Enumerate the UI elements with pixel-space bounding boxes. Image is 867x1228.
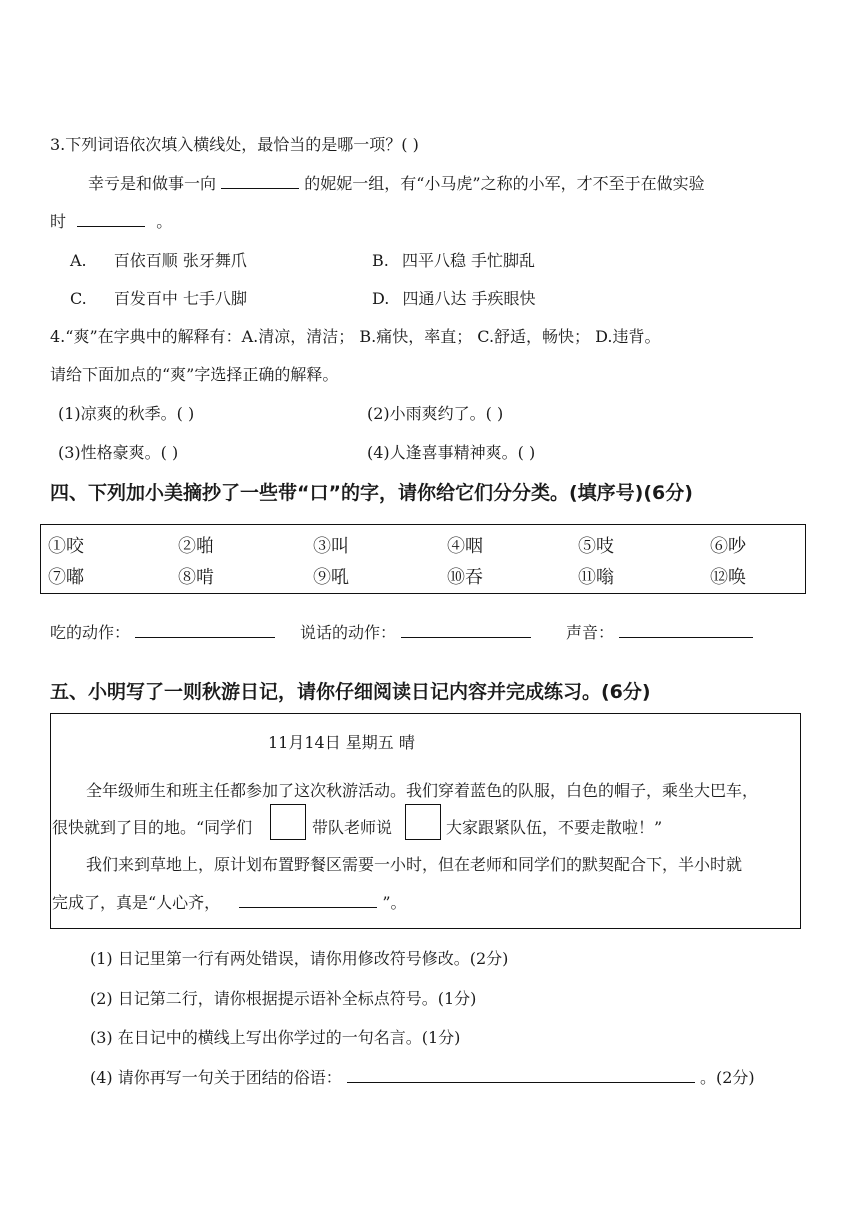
q4-item-3[interactable]: (3)性格豪爽。( ) <box>58 443 179 462</box>
char-item: ⑥吵 <box>710 536 746 557</box>
label-sound <box>566 620 753 643</box>
diary-text: 很快就到了目的地。“同学们 <box>52 818 253 837</box>
diary-date-line: 11月14日 星期五 晴 <box>268 733 415 752</box>
sec5-question-4 <box>90 1065 755 1088</box>
char-item: ④咽 <box>447 536 483 557</box>
option-letter: D. <box>372 289 390 308</box>
diary-text: 带队老师说 <box>312 818 393 837</box>
label-talk <box>300 620 531 643</box>
char-item: ⑫唤 <box>710 567 746 588</box>
character-box <box>40 524 806 594</box>
char-item: ⑦嘟 <box>48 567 84 588</box>
q3-option-c[interactable] <box>70 286 247 309</box>
punctuation-box-1[interactable] <box>270 804 306 840</box>
answer-blank-sound[interactable] <box>619 636 753 638</box>
question-text: (4) 请你再写一句关于团结的俗语： <box>90 1068 342 1087</box>
option-text: 百依百顺 张牙舞爪 <box>113 251 247 270</box>
answer-blank-eat[interactable] <box>135 636 275 638</box>
q3-sentence-end: 。 <box>156 212 173 231</box>
q3-stem: 3.下列词语依次填入横线处，最恰当的是哪一项？( ) <box>50 135 419 154</box>
q3-sentence-part3: 时 <box>50 212 67 231</box>
diary-para1-line1: 全年级师生和班主任都参加了这次秋游活动。我们穿着蓝色的队服，白色的帽子，乘坐大巴车， <box>86 781 759 800</box>
option-text: 四通八达 手疾眼快 <box>402 289 536 308</box>
section-5-heading: 五、小明写了一则秋游日记，请你仔细阅读日记内容并完成练习。(6分) <box>50 681 651 703</box>
q3-sentence-part1: 幸亏是和做事一向 <box>88 174 217 193</box>
diary-para2-line2 <box>52 890 407 913</box>
char-item: ⑩吞 <box>447 567 483 588</box>
char-item: ①咬 <box>48 536 84 557</box>
sec5-question-3: (3) 在日记中的横线上写出你学过的一句名言。(1分) <box>90 1028 461 1047</box>
char-item: ③叫 <box>313 536 349 557</box>
label-sound-text: 声音： <box>566 623 615 642</box>
diary-para1-line2 <box>52 815 252 838</box>
label-talk-text: 说话的动作： <box>300 623 397 642</box>
answer-blank-talk[interactable] <box>401 636 531 638</box>
option-letter: A. <box>70 251 87 270</box>
q4-item-2[interactable]: (2)小雨爽约了。( ) <box>367 404 504 423</box>
char-item: ②啪 <box>178 536 214 557</box>
q3-option-b[interactable] <box>372 248 535 271</box>
diary-text: 完成了，真是“人心齐， <box>52 893 221 912</box>
diary-text: 大家跟紧队伍，不要走散啦！” <box>446 818 663 837</box>
punctuation-box-2[interactable] <box>405 804 441 840</box>
q4-item-4[interactable]: (4)人逢喜事精神爽。( ) <box>367 443 536 462</box>
q3-sentence-line2 <box>50 209 172 232</box>
q4-item-1[interactable]: (1)凉爽的秋季。( ) <box>58 404 195 423</box>
q3-option-a[interactable] <box>70 248 247 271</box>
q4-instruction: 请给下面加点的“爽”字选择正确的解释。 <box>50 365 339 384</box>
question-score: 。(2分) <box>699 1068 755 1087</box>
q3-sentence-part2: 的妮妮一组，有“小马虎”之称的小军，才不至于在做实验 <box>304 174 705 193</box>
char-item: ⑧啃 <box>178 567 214 588</box>
char-item: ⑨吼 <box>313 567 349 588</box>
q3-blank-1[interactable] <box>221 187 299 189</box>
proverb-blank[interactable] <box>347 1081 695 1083</box>
section-4-heading: 四、下列加小美摘抄了一些带“口”的字，请你给它们分分类。(填序号)(6分) <box>50 482 693 504</box>
char-item: ⑪嗡 <box>578 567 614 588</box>
option-text: 四平八稳 手忙脚乱 <box>401 251 536 270</box>
option-letter: B. <box>372 251 389 270</box>
q3-blank-2[interactable] <box>77 225 145 227</box>
q4-stem: 4.“爽”在字典中的解释有：A.清凉，清洁； B.痛快，率直； C.舒适，畅快； D.违背。 <box>50 327 661 346</box>
option-text: 百发百中 七手八脚 <box>113 289 247 308</box>
label-eat <box>50 620 275 643</box>
diary-para2-line1: 我们来到草地上，原计划布置野餐区需要一小时，但在老师和同学们的默契配合下，半小时就 <box>86 855 743 874</box>
q3-option-d[interactable] <box>372 286 536 309</box>
quote-blank[interactable] <box>239 906 377 908</box>
sec5-question-2: (2) 日记第二行，请你根据提示语补全标点符号。(1分) <box>90 989 477 1008</box>
diary-text: ”。 <box>382 893 407 912</box>
sec5-question-1: (1) 日记里第一行有两处错误，请你用修改符号修改。(2分) <box>90 949 509 968</box>
option-letter: C. <box>70 289 87 308</box>
label-eat-text: 吃的动作： <box>50 623 131 642</box>
q3-sentence-line1 <box>88 171 705 194</box>
char-item: ⑤吱 <box>578 536 614 557</box>
